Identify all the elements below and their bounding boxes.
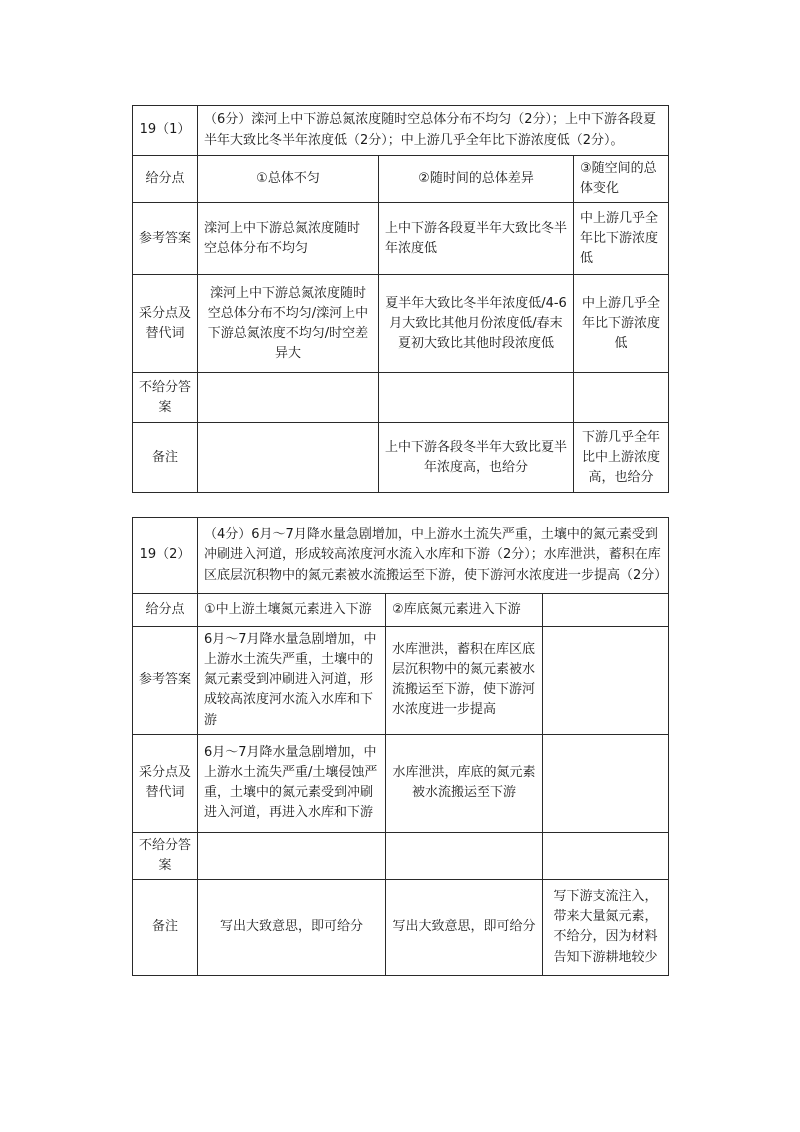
question-row (133, 106, 669, 156)
no-score-1 (198, 832, 386, 879)
reference-answer-1: 6月～7月降水量急剧增加，中上游水土流失严重，土壤中的氮元素受到冲刷进入河道，形成较高浓度河水流入水库和下游 (198, 627, 386, 735)
scoring-point-1: ①总体不匀 (198, 156, 379, 203)
alternative-3: 中上游几乎全年比下游浓度低 (574, 275, 669, 373)
no-score-3 (574, 373, 669, 423)
rubric-table-19-2 (132, 517, 669, 976)
alternative-2: 夏半年大致比冬半年浓度低/4-6月大致比其他月份浓度低/春末夏初大致比其他时段浓度低 (379, 275, 574, 373)
scoring-point-2: ②随时间的总体差异 (379, 156, 574, 203)
note-1 (198, 423, 379, 493)
reference-answer-row (133, 203, 669, 275)
alternatives-row (133, 734, 669, 832)
row-label: 采分点及替代词 (133, 734, 198, 832)
no-score-2 (386, 832, 543, 879)
alternative-2: 水库泄洪，库底的氮元素被水流搬运至下游 (386, 734, 543, 832)
scoring-points-row (133, 156, 669, 203)
no-score-row (133, 832, 669, 879)
row-label: 不给分答案 (133, 832, 198, 879)
reference-answer-3 (543, 627, 669, 735)
rubric-table-19-1 (132, 105, 669, 493)
reference-answer-2: 水库泄洪，蓄积在库区底层沉积物中的氮元素被水流搬运至下游，使下游河水浓度进一步提高 (386, 627, 543, 735)
note-3: 下游几乎全年比中上游浓度高，也给分 (574, 423, 669, 493)
scoring-point-3: ③随空间的总体变化 (574, 156, 669, 203)
question-row (133, 518, 669, 594)
row-label: 参考答案 (133, 203, 198, 275)
row-label: 备注 (133, 879, 198, 975)
scoring-points-row (133, 594, 669, 627)
question-answer: （4分）6月～7月降水量急剧增加，中上游水土流失严重，土壤中的氮元素受到冲刷进入河道，形成较高浓度河水流入水库和下游（2分）；水库泄洪，蓄积在库区底层沉积物中的氮元素被水流搬运至下游，使下游河水浓度进一步提高（2分） (198, 518, 669, 594)
notes-row (133, 423, 669, 493)
row-label: 备注 (133, 423, 198, 493)
row-label: 参考答案 (133, 627, 198, 735)
no-score-3 (543, 832, 669, 879)
reference-answer-2: 上中下游各段夏半年大致比冬半年浓度低 (379, 203, 574, 275)
question-id: 19（1） (133, 106, 198, 156)
question-id: 19（2） (133, 518, 198, 594)
row-label: 给分点 (133, 594, 198, 627)
no-score-2 (379, 373, 574, 423)
notes-row (133, 879, 669, 975)
scoring-point-1: ①中上游土壤氮元素进入下游 (198, 594, 386, 627)
alternatives-row (133, 275, 669, 373)
row-label: 不给分答案 (133, 373, 198, 423)
no-score-1 (198, 373, 379, 423)
no-score-row (133, 373, 669, 423)
alternative-3 (543, 734, 669, 832)
note-1: 写出大致意思，即可给分 (198, 879, 386, 975)
row-label: 给分点 (133, 156, 198, 203)
alternative-1: 6月～7月降水量急剧增加，中上游水土流失严重/土壤侵蚀严重，土壤中的氮元素受到冲刷进入河道，再进入水库和下游 (198, 734, 386, 832)
note-2: 写出大致意思，即可给分 (386, 879, 543, 975)
reference-answer-3: 中上游几乎全年比下游浓度低 (574, 203, 669, 275)
alternative-1: 滦河上中下游总氮浓度随时空总体分布不均匀/滦河上中下游总氮浓度不均匀/时空差异大 (198, 275, 379, 373)
note-2: 上中下游各段冬半年大致比夏半年浓度高，也给分 (379, 423, 574, 493)
question-answer: （6分）滦河上中下游总氮浓度随时空总体分布不均匀（2分）；上中下游各段夏半年大致比冬半年浓度低（2分）；中上游几乎全年比下游浓度低（2分）。 (198, 106, 669, 156)
scoring-point-2: ②库底氮元素进入下游 (386, 594, 543, 627)
reference-answer-row (133, 627, 669, 735)
scoring-point-3 (543, 594, 669, 627)
note-3: 写下游支流注入，带来大量氮元素，不给分，因为材料告知下游耕地较少 (543, 879, 669, 975)
row-label: 采分点及替代词 (133, 275, 198, 373)
reference-answer-1: 滦河上中下游总氮浓度随时空总体分布不均匀 (198, 203, 379, 275)
